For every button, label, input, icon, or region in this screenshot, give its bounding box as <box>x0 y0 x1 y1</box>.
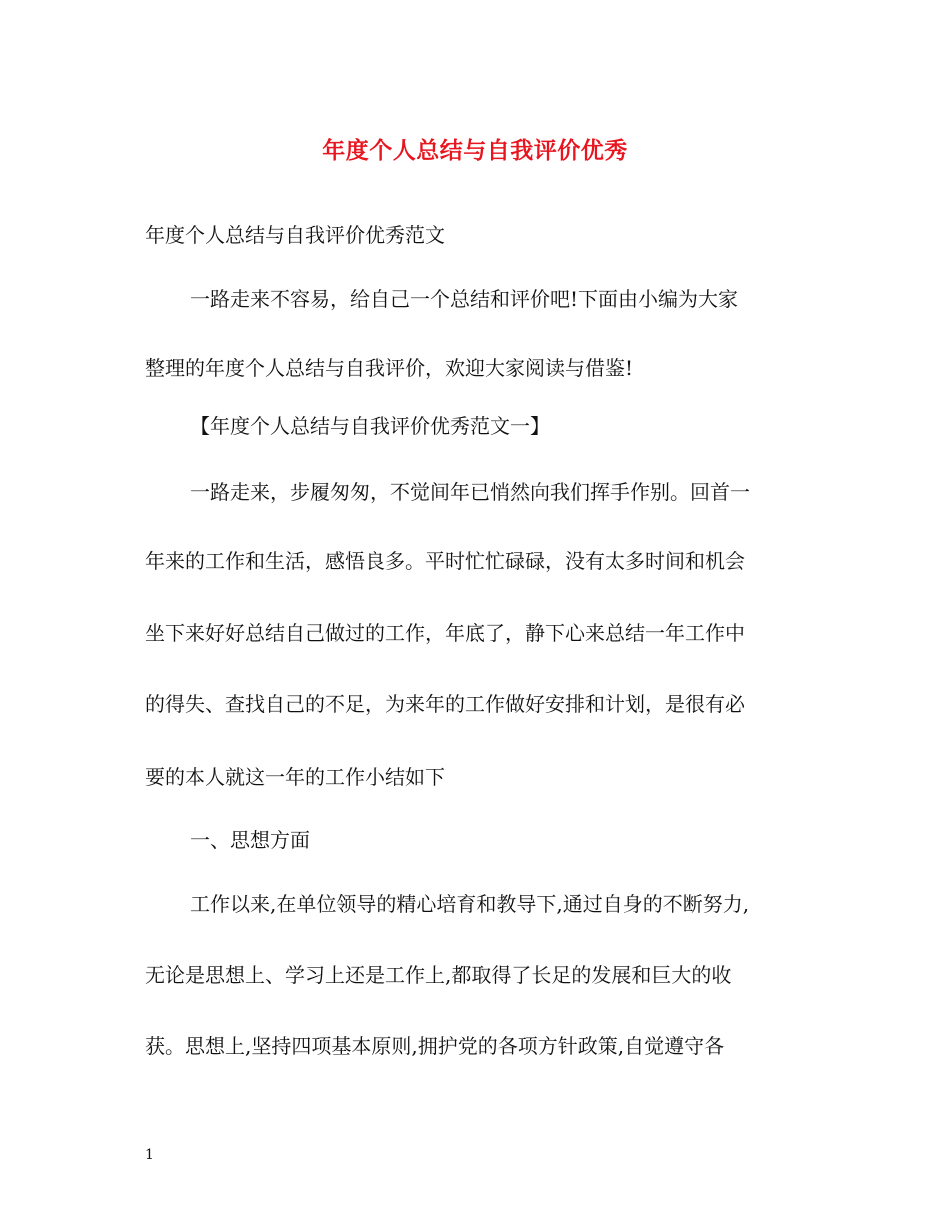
section-heading: 【年度个人总结与自我评价优秀范文一】 <box>190 414 550 438</box>
paragraph-line: 一路走来不容易，给自己一个总结和评价吧!下面由小编为大家 <box>190 287 739 311</box>
paragraph-line: 年来的工作和生活，感悟良多。平时忙忙碌碌，没有太多时间和机会 <box>145 549 745 573</box>
paragraph-line: 工作以来,在单位领导的精心培育和教导下,通过自身的不断努力, <box>190 892 750 916</box>
page-number: 1 <box>145 1147 154 1163</box>
subtitle-line: 年度个人总结与自我评价优秀范文 <box>145 223 445 247</box>
paragraph-line: 无论是思想上、学习上还是工作上,都取得了长足的发展和巨大的收 <box>145 963 732 987</box>
document-title: 年度个人总结与自我评价优秀 <box>322 137 628 164</box>
paragraph-line: 整理的年度个人总结与自我评价，欢迎大家阅读与借鉴! <box>145 356 634 380</box>
subsection-heading: 一、思想方面 <box>190 828 310 852</box>
paragraph-line: 获。思想上,坚持四项基本原则,拥护党的各项方针政策,自觉遵守各 <box>145 1034 725 1058</box>
paragraph-line: 要的本人就这一年的工作小结如下 <box>145 765 445 789</box>
paragraph-line: 一路走来，步履匆匆，不觉间年已悄然向我们挥手作别。回首一 <box>190 480 750 504</box>
paragraph-line: 的得失、查找自己的不足，为来年的工作做好安排和计划，是很有必 <box>145 692 745 716</box>
paragraph-line: 坐下来好好总结自己做过的工作，年底了，静下心来总结一年工作中 <box>145 621 745 645</box>
